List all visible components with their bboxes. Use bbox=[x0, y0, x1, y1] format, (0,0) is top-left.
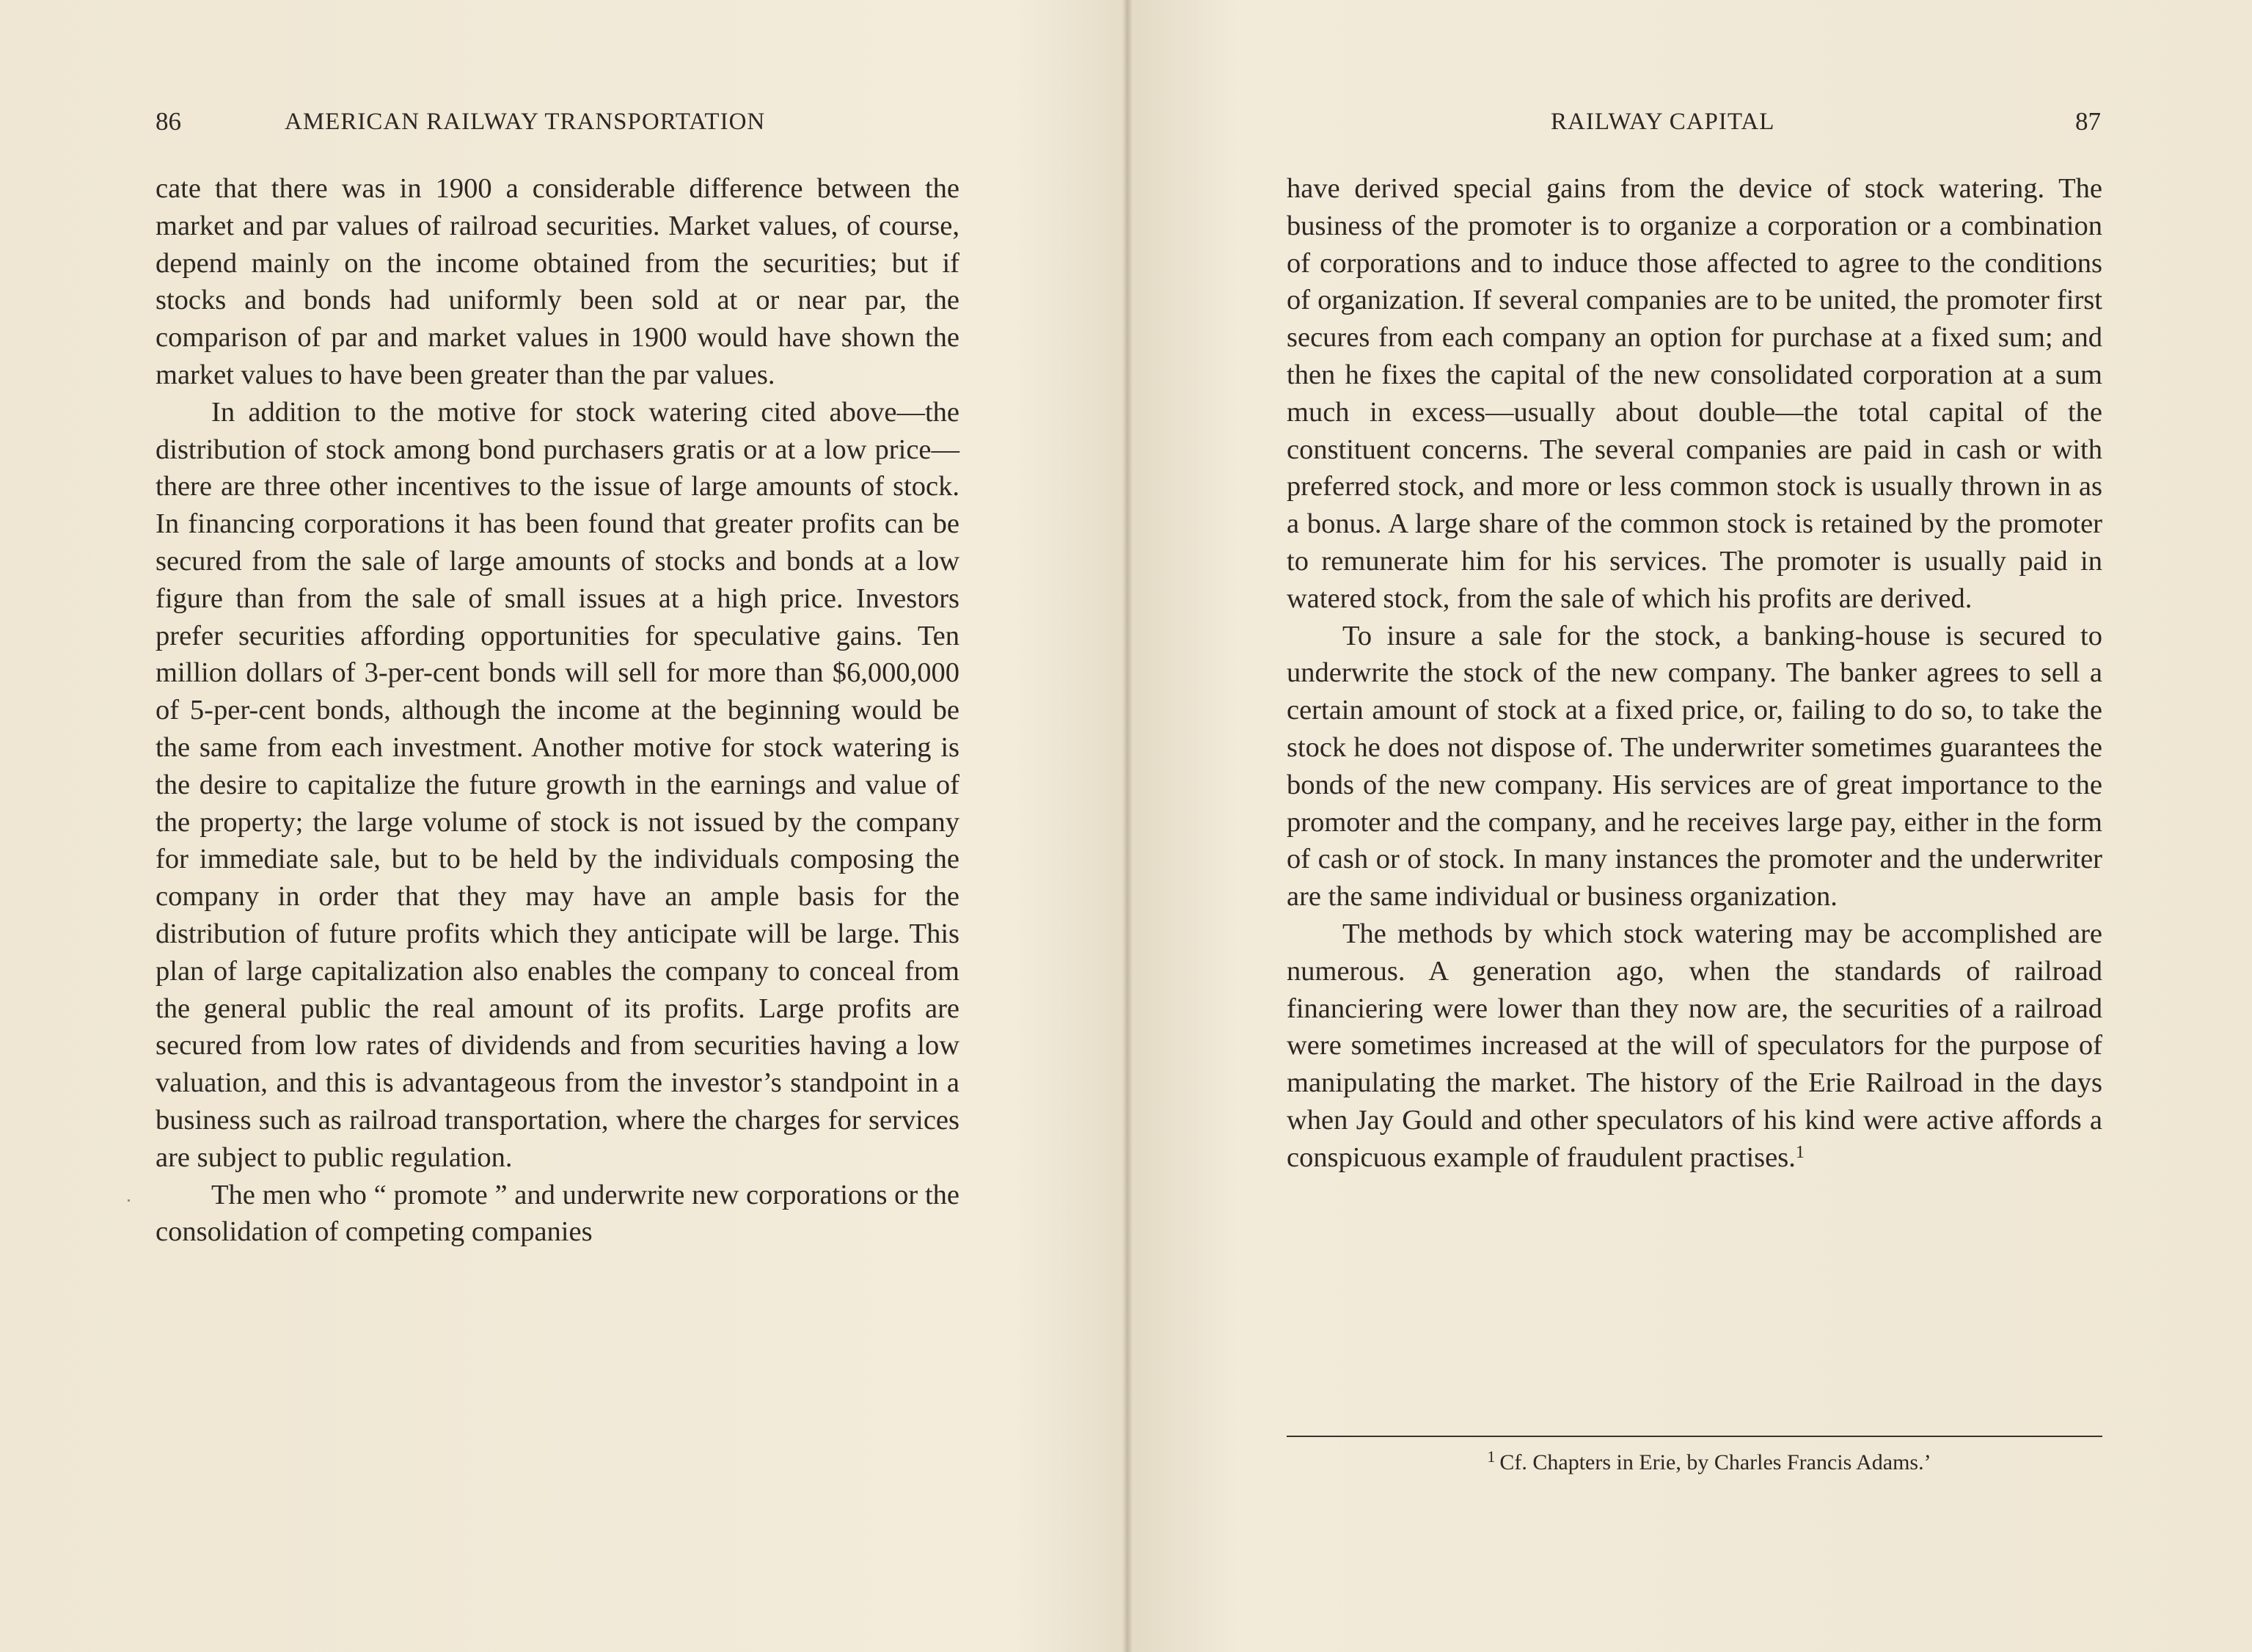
right-paragraph-2: To insure a sale for the stock, a banking-house is secured to underwrite the stock of the new company. The banker agrees to sell a certain amount of stock at a fixed price, or, failing to do so, to take the stock he does not dispose of. The underwriter sometimes guarantees the bonds of the new company. His services are of great importance to the promoter and the company, and he receives large pay, either in the form of cash or of stock. In many instances the promoter and the underwriter are the same individual or business organization. bbox=[1287, 620, 2102, 913]
right-paragraph-1: have derived special gains from the device of stock watering. The business of the promoter is to organize a corporation or a combination of corporations and to induce those affected to agree to the conditions of organization. If several companies are to be united, the promoter first secures from each company an option for purchase at a fixed sum; and then he fixes the capital of the new consolidated corporation at a sum much in excess—usually about double—the total capital of the constituent concerns. The several companies are paid in cash or with preferred stock, and more or less common stock is usually thrown in as a bonus. A large share of the common stock is retained by the promoter to remunerate him for his services. The promoter is usually paid in watered stock, from the sale of which his profits are derived. bbox=[1287, 173, 2102, 614]
left-page-body bbox=[156, 170, 959, 1251]
left-page-number: 86 bbox=[156, 107, 181, 136]
margin-speck bbox=[128, 1199, 130, 1202]
left-page bbox=[0, 0, 1122, 1652]
left-running-title: AMERICAN RAILWAY TRANSPORTATION bbox=[285, 109, 766, 135]
right-paragraph-3 bbox=[1287, 915, 2102, 1177]
right-paragraph-3-text: The methods by which stock watering may be accomplished are numerous. A generation ago, when the standards of railroad financiering were lower than they now are, the securities of a railroad were sometimes increased at the will of speculators for the purpose of manipulating the market. The history of the Erie Railroad in the days when Jay Gould and other speculators of his kind were active affords a conspicuous example of fraudulent practises. bbox=[1287, 918, 2102, 1173]
right-page bbox=[1133, 0, 2252, 1652]
footnote bbox=[1287, 1441, 2102, 1479]
page-gutter bbox=[1122, 0, 1133, 1652]
left-page-header bbox=[156, 103, 962, 141]
left-paragraph-1: cate that there was in 1900 a considerable difference between the market and par values of railroad securities. Market values, of course, depend mainly on the income obtained from the securities; but if stocks and bonds had uniformly been sold at or near par, the comparison of par and market values in 1900 would have shown the market values to have been greater than the par values. bbox=[156, 173, 959, 390]
right-page-header bbox=[1287, 103, 2101, 141]
right-page-number: 87 bbox=[2075, 107, 2101, 136]
footnote-text: Cf. Chapters in Erie, by Charles Francis Adams.’ bbox=[1499, 1450, 1931, 1474]
left-paragraph-2: In addition to the motive for stock watering cited above—the distribution of stock among bond purchasers gratis or at a low price—there are three other incentives to the issue of large amounts of stock. In financing corporations it has been found that greater profits can be secured from the sale of large amounts of stocks and bonds at a low figure than from the sale of small issues at a high price. Investors prefer securities affording opportunities for speculative gains. Ten million dollars of 3-per-cent bonds will sell for more than $6,000,000 of 5-per-cent bonds, although the income at the beginning would be the same from each investment. Another motive for stock watering is the desire to capitalize the future growth in the earnings and value of the property; the large volume of stock is not issued by the company for immediate sale, but to be held by the individuals composing the company in order that they may have an ample basis for the distribution of future profits which they anticipate will be large. This plan of large capitalization also enables the company to conceal from the general public the real amount of its profits. Large profits are secured from low rates of dividends and from securities having a low valuation, and this is advantageous from the investor’s standpoint in a business such as railroad transportation, where the charges for services are subject to public regulation. bbox=[156, 396, 959, 1173]
footnote-reference: 1 bbox=[1795, 1142, 1805, 1162]
footnote-divider bbox=[1287, 1436, 2102, 1437]
footnote-marker: 1 bbox=[1487, 1447, 1496, 1466]
right-page-body bbox=[1287, 170, 2102, 1177]
left-paragraph-3: The men who “ promote ” and underwrite new corporations or the consolidation of competing companies bbox=[156, 1179, 959, 1248]
right-running-title: RAILWAY CAPITAL bbox=[1551, 109, 1775, 135]
